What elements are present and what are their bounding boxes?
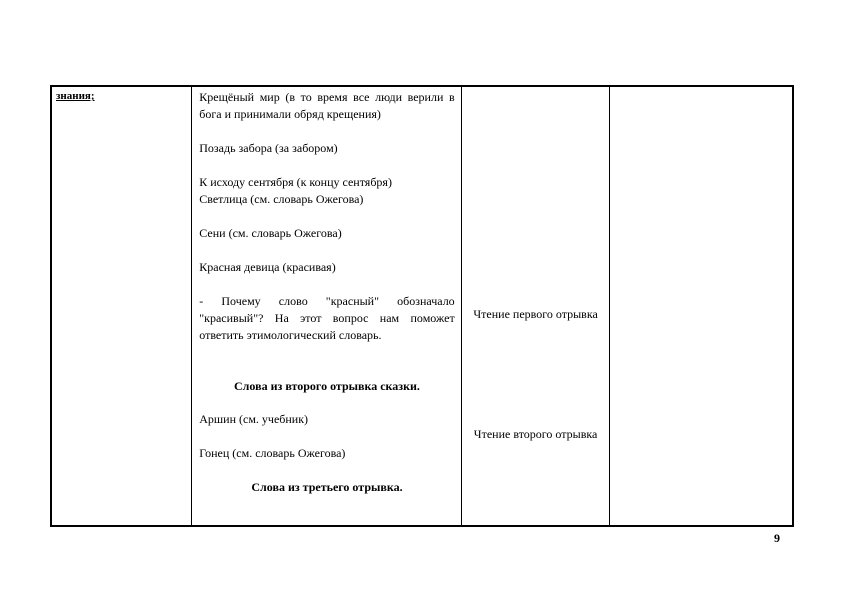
table-cell-student-activity <box>461 86 610 526</box>
vocab-gonets: Гонец (см. словарь Ожегова) <box>199 446 346 460</box>
page-number: 9 <box>774 531 780 545</box>
stage-text: знания; <box>56 90 95 102</box>
heading-third-excerpt: Слова из третьего отрывка. <box>251 480 403 494</box>
note-first-excerpt: Чтение первого отрывка <box>473 307 598 321</box>
vocab-pozad-zabora: Позадь забора (за забором) <box>199 141 338 155</box>
table-cell-notes <box>610 86 793 526</box>
table-cell-stage <box>51 86 192 526</box>
vocab-seni: Сени (см. словарь Ожегова) <box>199 226 342 240</box>
note-second-excerpt: Чтение второго отрывка <box>473 427 598 441</box>
question-krasny: - Почему слово "красный" обозначало "красивый"? На этот вопрос нам поможет ответить этимологический словарь. <box>199 294 455 342</box>
vocab-krescheny-mir: Крещёный мир (в то время все люди верили в бога и принимали обряд крещения) <box>199 90 455 121</box>
table-row <box>51 86 793 526</box>
vocab-arshin: Аршин (см. учебник) <box>199 412 309 426</box>
table-cell-teacher-activity <box>192 86 461 526</box>
vocab-svetlitsa: Светлица (см. словарь Ожегова) <box>199 192 364 206</box>
lesson-table <box>50 85 794 527</box>
vocab-krasnaya-devitsa: Красная девица (красивая) <box>199 260 336 274</box>
heading-second-excerpt: Слова из второго отрывка сказки. <box>234 379 420 393</box>
vocab-k-ishodu-sentyabrya: К исходу сентября (к концу сентября) <box>199 175 392 189</box>
